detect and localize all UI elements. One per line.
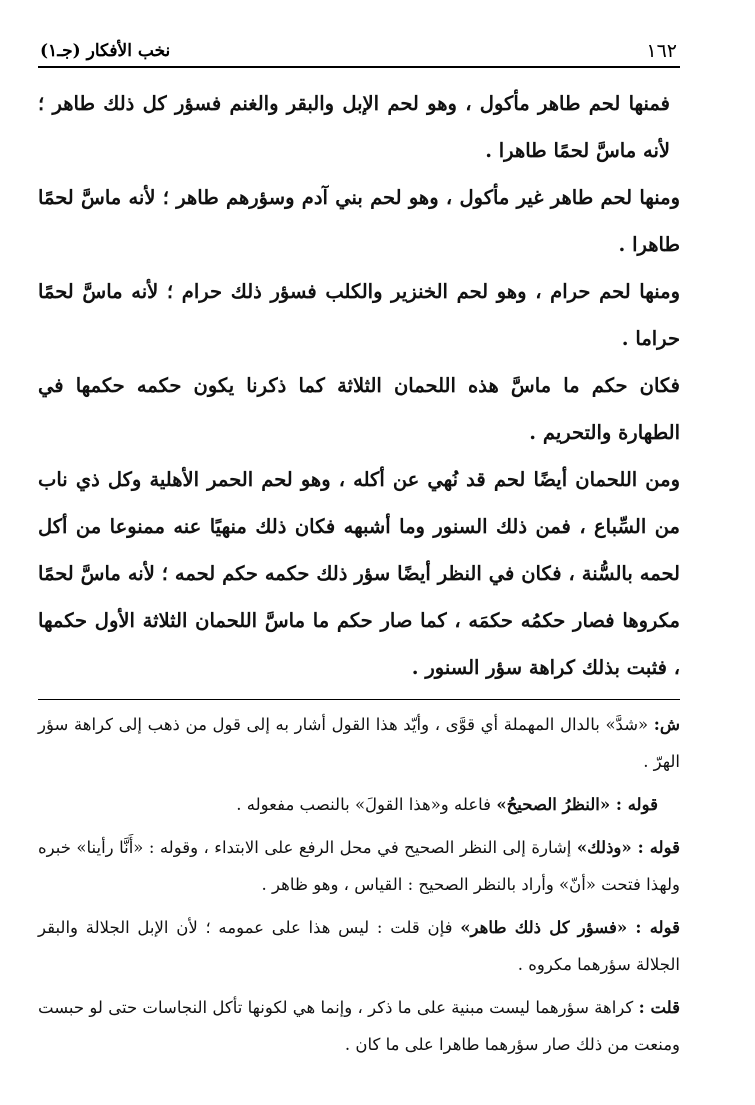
matn-paragraph: ومنها لحم حرام ، وهو لحم الخنزير والكلب فسؤر ذلك حرام ؛ لأنه ماسَّ لحمًا حراما . (38, 280, 680, 350)
sharh-lead: قلت : (638, 998, 681, 1017)
section-divider (38, 699, 680, 700)
matn-paragraph: ومنها لحم طاهر غير مأكول ، وهو لحم بني آدم وسؤرهم طاهر ؛ لأنه ماسَّ لحمًا طاهرا . (38, 186, 680, 256)
sharh-text: «شدَّ» بالدال المهملة أي قوَّى ، وأيّد هذا القول أشار به إلى قول من ذهب إلى كراهة سؤر الهرّ . (38, 715, 680, 771)
sharh-paragraph (38, 706, 680, 780)
sharh-section (38, 706, 680, 1063)
matn-section (38, 80, 680, 691)
sharh-text: فاعله و«هذا القولَ» بالنصب مفعوله . (236, 795, 497, 814)
running-header (40, 36, 677, 66)
sharh-lead: قوله : «وذلك» (576, 838, 680, 857)
page-body (38, 80, 680, 1085)
book-title: نخب الأفكار (جـ١) (40, 41, 171, 61)
matn-paragraph: فمنها لحم طاهر مأكول ، وهو لحم الإبل والبقر والغنم فسؤر كل ذلك طاهر ؛ لأنه ماسَّ لحمًا طاهرا . (38, 92, 670, 162)
sharh-paragraph (38, 829, 680, 903)
sharh-paragraph (38, 909, 680, 983)
header-rule (38, 66, 680, 68)
page-number: ١٦٢ (646, 40, 677, 62)
sharh-paragraph (38, 786, 680, 823)
sharh-lead: ش: (653, 715, 680, 734)
sharh-lead: قوله : «النظرُ الصحيحُ» (496, 795, 658, 814)
matn-paragraph: فكان حكم ما ماسَّ هذه اللحمان الثلاثة كما ذكرنا يكون حكمه حكمها في الطهارة والتحريم . (38, 374, 680, 444)
sharh-text: إشارة إلى النظر الصحيح في محل الرفع على الابتداء ، وقوله : «أَنَّا رأينا» خبره ولهذا فتحت «أنّ» وأراد بالنظر الصحيح : القياس ، وهو ظاهر . (38, 838, 680, 894)
sharh-paragraph (38, 989, 680, 1063)
sharh-lead: قوله : «فسؤر كل ذلك طاهر» (460, 918, 680, 937)
sharh-text: كراهة سؤرهما ليست مبنية على ما ذكر ، وإنما هي لكونها تأكل النجاسات حتى لو حبست ومنعت من ذلك صار سؤرهما طاهرا على ما كان . (38, 998, 680, 1054)
sharh-text: فإن قلت : ليس هذا على عمومه ؛ لأن الإبل الجلالة والبقر الجلالة سؤرهما مكروه . (38, 918, 680, 974)
matn-paragraph: ومن اللحمان أيضًا لحم قد نُهي عن أكله ، وهو لحم الحمر الأهلية وكل ذي ناب من السِّباع ، فمن ذلك السنور وما أشبهه فكان ذلك منهيًا عنه ممنوعا من أكل لحمه بالسُّنة ، فكان في النظر أيضًا سؤر ذلك حكمه حكم لحمه ؛ لأنه ماسَّ لحمًا مكروها فصار حكمُه حكمَه ، كما صار حكم ما ماسَّ اللحمان الثلاثة الأول حكمها ، فثبت بذلك كراهة سؤر السنور . (38, 468, 680, 679)
